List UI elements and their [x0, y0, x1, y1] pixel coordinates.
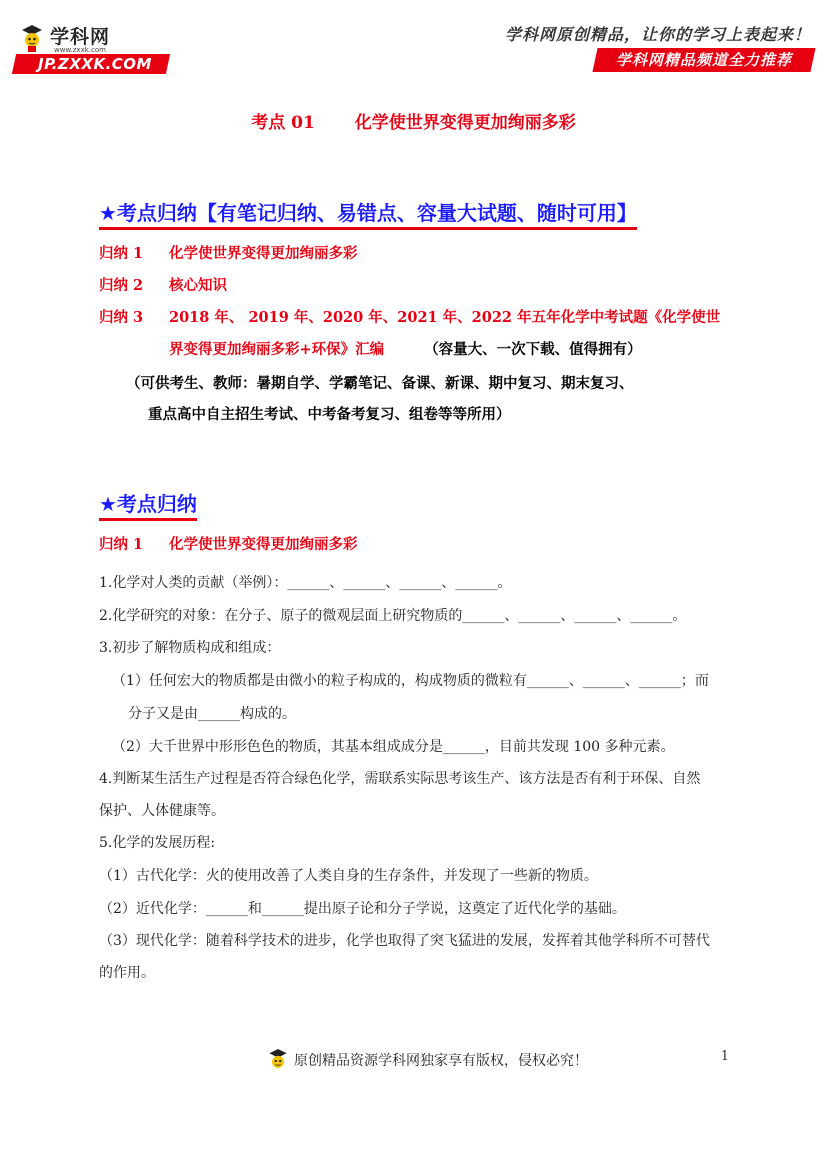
page-title [0, 108, 827, 133]
subsection-text: 化学使世界变得更加绚丽多彩 [169, 536, 358, 553]
content-line: 3.初步了解物质构成和组成： [99, 640, 281, 656]
recommend-banner: 学科网精品频道全力推荐 [615, 51, 792, 69]
copyright-text: 原创精品资源学科网独家享有版权，侵权必究！ [294, 1053, 588, 1069]
footer-copyright [268, 1050, 588, 1070]
content-line: 5.化学的发展历程: [99, 835, 216, 851]
summary-item-3-note: （容量大、一次下载、值得拥有） [424, 341, 642, 358]
content-line: 的作用。 [99, 965, 155, 981]
content-line: （1）任何宏大的物质都是由微小的粒子构成的，构成物质的微粒有______、______、______；而 [112, 673, 709, 689]
content-line: （3）现代化学：随着科学技术的进步，化学也取得了突飞猛进的发展，发挥着其他学科所不可替代 [99, 933, 710, 949]
summary-item-3-continued [169, 338, 642, 359]
subsection-label: 归纳 1 [99, 536, 144, 553]
summary-item-2 [99, 274, 227, 295]
content-line: （1）古代化学：火的使用改善了人类自身的生存条件，并发现了一些新的物质。 [99, 868, 598, 884]
content-line: 分子又是由______构成的。 [128, 706, 296, 722]
summary-item-3-cont: 界变得更加绚丽多彩+环保》汇编 [169, 341, 385, 358]
content-line: 4.判断某生活生产过程是否符合绿色化学，需联系实际思考该生产、该方法是否有利于环保、自然 [99, 771, 701, 787]
summary-item-text: 核心知识 [169, 277, 227, 294]
content-line: （2）近代化学：______和______提出原子论和分子学说，这奠定了近代化学的基础。 [99, 901, 626, 917]
summary-item-1 [99, 242, 358, 263]
logo-bar-text: JP.ZXXK.COM [38, 55, 152, 73]
section-heading-summary: ★考点归纳【有笔记归纳、易错点、容量大试题、随时可用】 [99, 197, 637, 230]
usage-note-line-1: （可供考生、教师：暑期自学、学霸笔记、备课、新课、期中复习、期末复习、 [126, 375, 634, 392]
logo-name: 学科网 [50, 26, 111, 48]
content-line: 2.化学研究的对象：在分子、原子的微观层面上研究物质的______、______、______、______。 [99, 608, 687, 624]
summary-item-label: 归纳 3 [99, 309, 144, 326]
title-prefix: 考点 01 [251, 113, 315, 133]
logo-url: www.zxxk.com [54, 46, 106, 54]
header-slogan: 学科网原创精品，让你的学习上表起来！ [504, 25, 811, 44]
usage-note-line-2: 重点高中自主招生考试、中考备考复习、组卷等等所用） [148, 406, 511, 423]
summary-item-label: 归纳 2 [99, 277, 144, 294]
title-text: 化学使世界变得更加绚丽多彩 [354, 113, 576, 133]
content-line: 保护、人体健康等。 [99, 803, 225, 819]
content-line: （2）大千世界中形形色色的物质，其基本组成成分是______，目前共发现 100 多种元素。 [112, 739, 675, 755]
page-number: 1 [720, 1049, 729, 1064]
section-heading-kaodian: ★考点归纳 [99, 488, 197, 521]
mascot-icon [266, 1048, 290, 1074]
summary-item-label: 归纳 1 [99, 245, 144, 262]
site-logo[interactable] [14, 20, 174, 76]
summary-item-text: 化学使世界变得更加绚丽多彩 [169, 245, 358, 262]
summary-item-3 [99, 306, 720, 327]
subsection-heading [99, 533, 358, 554]
mascot-icon [18, 24, 46, 54]
content-line: 1.化学对人类的贡献（举例）：______、______、______、______。 [99, 575, 512, 591]
summary-item-text: 2018 年、 2019 年、2020 年、2021 年、2022 年五年化学中考试题《化学使世 [169, 309, 721, 326]
